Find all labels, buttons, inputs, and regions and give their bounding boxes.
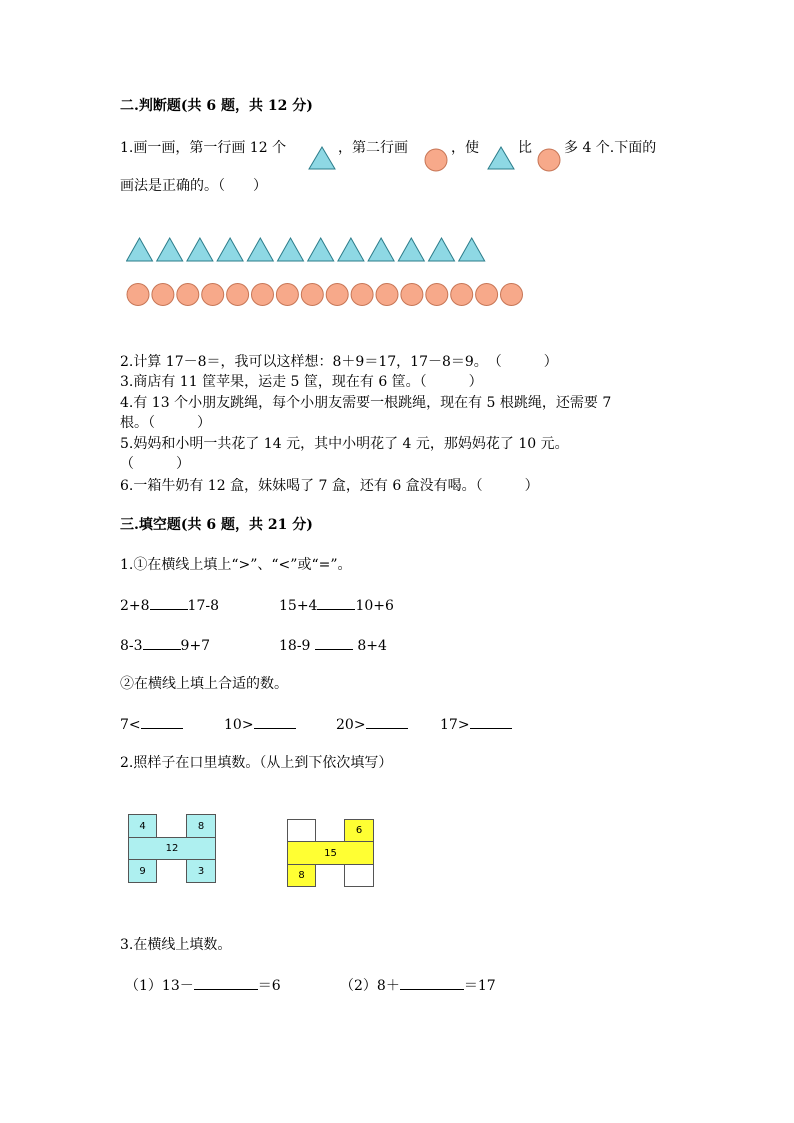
expr-left: 2+8 (120, 598, 150, 614)
s3-q1-sub2: ②在横线上填上合适的数。 (120, 676, 288, 692)
s3-q3-intro: 3.在横线上填数。 (120, 937, 232, 953)
fill-4 (440, 714, 512, 735)
s2-q4-line2: 根。（ ） (120, 415, 211, 431)
fill-label: 7< (120, 717, 141, 733)
triangle-icon (308, 238, 334, 261)
triangle-icon (308, 146, 336, 174)
answer-blank[interactable] (141, 714, 183, 729)
s2-q1-line2: 画法是正确的。（ ） (120, 178, 267, 194)
s2-q1-part-b: ，第二行画 (338, 140, 408, 156)
example-cell-middle: 12 (128, 837, 216, 860)
triangle-icon (487, 146, 515, 174)
answer-blank[interactable] (470, 714, 512, 729)
puzzle-cell-middle: 15 (287, 841, 374, 865)
triangle-icon (127, 238, 153, 261)
circle-icon (537, 148, 561, 176)
expr-right: 8+4 (357, 638, 387, 654)
s2-q1-part-d: 比 (518, 140, 532, 156)
s3-q3-part1 (125, 975, 281, 996)
s2-q2: 2.计算 17－8＝，我可以这样想：8＋9＝17，17－8＝9。 （ ） (120, 354, 558, 370)
s2-q1-part-e: 多 4 个.下面的 (564, 140, 657, 156)
s3-q1-intro: 1.①在横线上填上“>”、“<”或“=”。 (120, 557, 352, 573)
triangle-row (126, 237, 486, 263)
answer-blank[interactable] (254, 714, 296, 729)
triangle-icon (429, 238, 455, 261)
compare-row-4 (279, 635, 387, 656)
s2-q1-part-a: 1.画一画，第一行画 12 个 (120, 140, 287, 156)
s2-q1-part-c: ，使 (451, 140, 479, 156)
triangle-icon (157, 238, 183, 261)
fill-label: 17> (440, 717, 470, 733)
example-cell-top-right: 8 (186, 814, 216, 838)
circle-icon (252, 284, 274, 306)
circle-icon (426, 284, 448, 306)
s2-q5-line1: 5.妈妈和小明一共花了 14 元，其中小明花了 4 元，那妈妈花了 10 元。 (120, 436, 569, 452)
expr-right: 10+6 (355, 598, 394, 614)
section2-heading: 二.判断题(共 6 题，共 12 分) (120, 98, 313, 114)
expr-left: 18-9 (279, 638, 311, 654)
circle-icon (326, 284, 348, 306)
section3-heading: 三.填空题(共 6 题，共 21 分) (120, 517, 313, 533)
fill-3 (336, 714, 408, 735)
compare-row-1 (120, 595, 219, 616)
circle-icon (301, 284, 323, 306)
triangle-icon (368, 238, 394, 261)
triangle-icon (338, 238, 364, 261)
expr-right: 17-8 (187, 598, 219, 614)
s2-q6: 6.一箱牛奶有 12 盒，妹妹喝了 7 盒，还有 6 盒没有喝。（ ） (120, 478, 539, 494)
answer-blank[interactable] (315, 635, 353, 650)
circle-icon (152, 284, 174, 306)
puzzle-cell-bottom-right[interactable] (344, 864, 374, 887)
part1-suffix: ＝6 (257, 978, 281, 994)
triangle-icon (278, 238, 304, 261)
triangle-icon (217, 238, 243, 261)
s2-q3: 3.商店有 11 筐苹果，运走 5 筐，现在有 6 筐。（ ） (120, 374, 483, 390)
puzzle-cell-top-right: 6 (344, 819, 374, 842)
puzzle-cell-bottom-left: 8 (287, 864, 316, 887)
circle-row (126, 282, 526, 308)
triangle-icon (247, 238, 273, 261)
answer-blank[interactable] (194, 975, 258, 990)
puzzle-cell-top-left[interactable] (287, 819, 316, 842)
circle-icon (401, 284, 423, 306)
expr-right: 9+7 (180, 638, 211, 654)
expr-left: 8-3 (120, 638, 143, 654)
compare-row-2 (279, 595, 394, 616)
fill-2 (224, 714, 296, 735)
answer-blank[interactable] (317, 595, 355, 610)
circle-icon (476, 284, 498, 306)
example-cell-bottom-right: 3 (186, 859, 216, 883)
answer-blank[interactable] (143, 635, 181, 650)
circle-icon (376, 284, 398, 306)
circle-icon (276, 284, 298, 306)
part2-prefix: （2）8＋ (340, 978, 400, 994)
triangle-icon (187, 238, 213, 261)
fill-1 (120, 714, 183, 735)
answer-blank[interactable] (366, 714, 408, 729)
answer-blank[interactable] (400, 975, 464, 990)
example-cell-top-left: 4 (128, 814, 157, 838)
circle-icon (501, 284, 523, 306)
s3-q3-part2 (340, 975, 496, 996)
circle-icon (202, 284, 224, 306)
fill-label: 10> (224, 717, 254, 733)
circle-icon (424, 148, 448, 176)
circle-icon (351, 284, 373, 306)
triangle-icon (459, 238, 485, 261)
triangle-icon (398, 238, 424, 261)
s3-q2-intro: 2.照样子在口里填数。（从上到下依次填写） (120, 755, 393, 771)
answer-blank[interactable] (150, 595, 188, 610)
circle-icon (177, 284, 199, 306)
circle-icon (227, 284, 249, 306)
circle-icon (127, 284, 149, 306)
compare-row-3 (120, 635, 210, 656)
part2-suffix: ＝17 (463, 978, 496, 994)
s2-q5-line2: （ ） (120, 456, 190, 472)
part1-prefix: （1）13－ (125, 978, 194, 994)
example-cell-bottom-left: 9 (128, 859, 157, 883)
circle-icon (451, 284, 473, 306)
s2-q4-line1: 4.有 13 个小朋友跳绳，每个小朋友需要一根跳绳，现在有 5 根跳绳，还需要 7 (120, 395, 612, 411)
fill-label: 20> (336, 717, 366, 733)
expr-left: 15+4 (279, 598, 318, 614)
